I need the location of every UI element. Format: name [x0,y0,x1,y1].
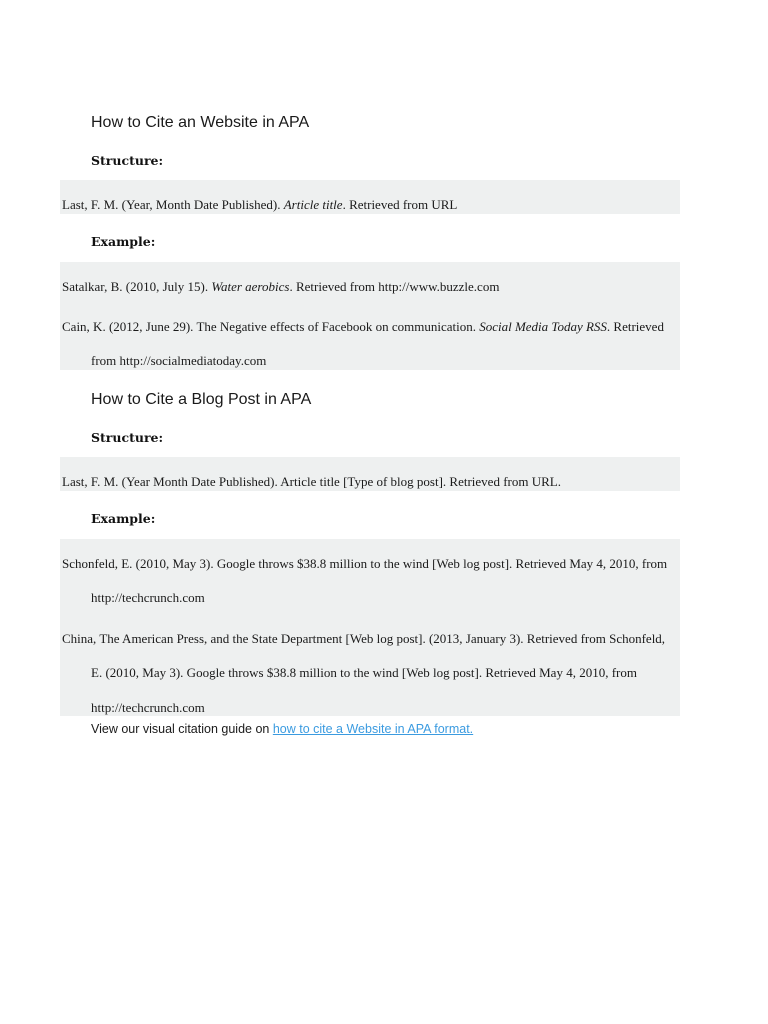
citation-italic-title: Article title [283,197,343,212]
blog-example1-citation-line2: http://techcrunch.com [91,590,205,605]
website-structure-citation [62,197,457,213]
citation-text: Cain, K. (2012, June 29). The Negative effects of Facebook on communication. [62,319,480,334]
citation-text: . Retrieved from URL [342,197,458,212]
blog-section-heading: How to Cite a Blog Post in APA [91,391,312,408]
citation-text: . Retrieved [606,319,664,334]
blog-example2-citation-line3: http://techcrunch.com [91,700,205,715]
visual-guide-note [91,721,473,737]
blog-example1-citation-line1: Schonfeld, E. (2010, May 3). Google throws $38.8 million to the wind [Web log post]. Retrieved May 4, 2010, from [62,556,668,571]
blog-structure-citation: Last, F. M. (Year Month Date Published). Article title [Type of blog post]. Retrieved from URL. [62,474,561,489]
citation-text: Last, F. M. (Year, Month Date Published). [62,197,284,212]
citation-text: . Retrieved from http://www.buzzle.com [289,279,500,294]
citation-text: Satalkar, B. (2010, July 15). [62,279,212,294]
citation-italic-title: Social Media Today RSS [479,319,607,334]
blog-example2-citation-line1: China, The American Press, and the State Department [Web log post]. (2013, January 3). Retrieved from Schonfeld, [62,631,666,646]
website-example2-citation-line2: from http://socialmediatoday.com [91,353,267,368]
visual-guide-text: View our visual citation guide on [91,722,273,736]
apa-format-guide-link[interactable]: how to cite a Website in APA format. [272,722,474,736]
website-structure-label: Structure: [91,153,164,168]
website-example-label: Example: [91,234,156,249]
blog-example-label: Example: [91,511,156,526]
blog-structure-label: Structure: [91,430,164,445]
website-section-heading: How to Cite an Website in APA [91,114,310,131]
citation-italic-title: Water aerobics [211,279,290,294]
blog-example2-citation-line2: E. (2010, May 3). Google throws $38.8 million to the wind [Web log post]. Retrieved May 4, 2010, from [91,665,637,680]
website-example2-citation-line1 [62,319,664,335]
website-example1-citation [62,279,499,295]
